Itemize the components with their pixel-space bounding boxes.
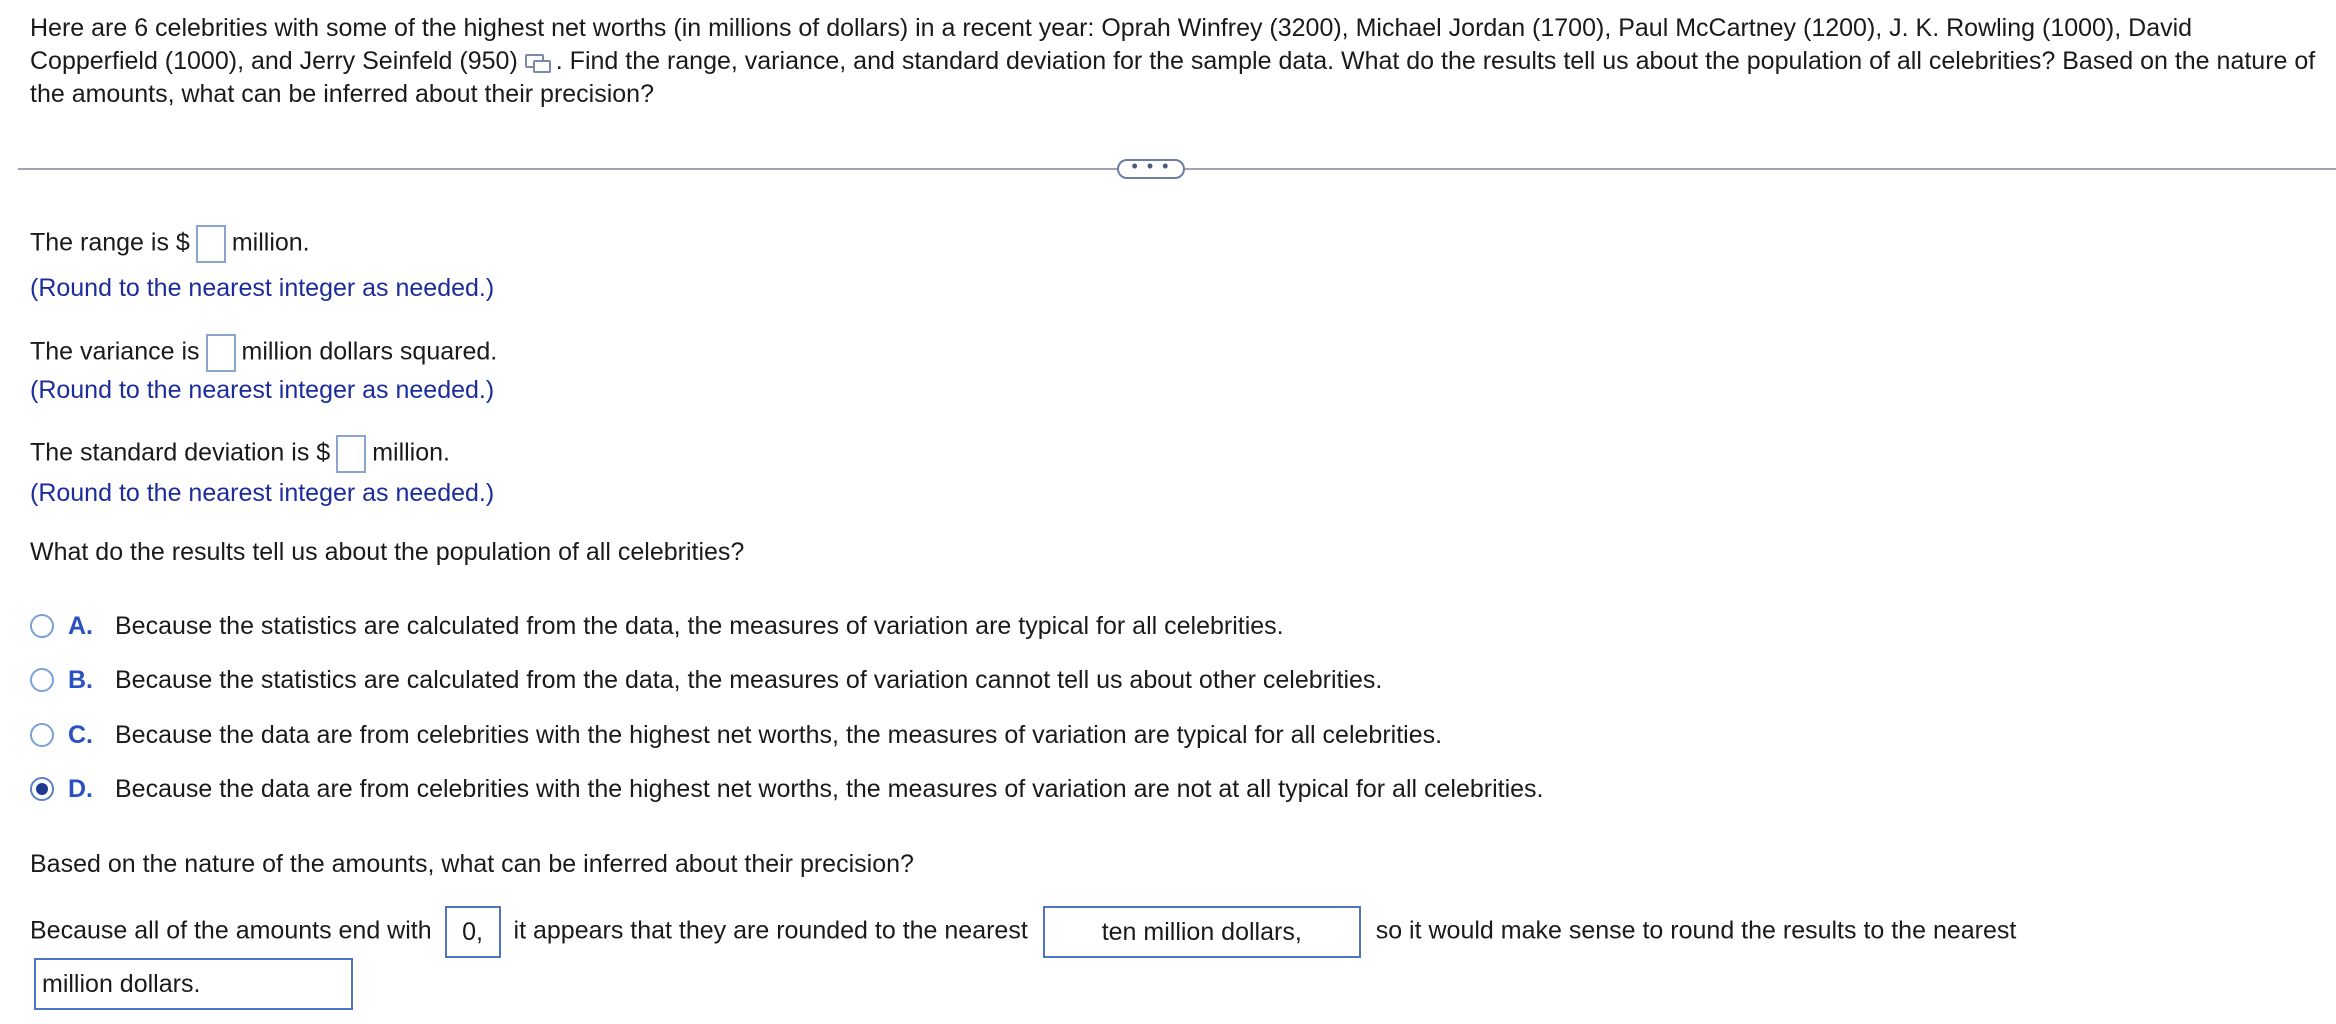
variance-input[interactable]	[206, 334, 236, 372]
stdev-line: The standard deviation is $ million.	[30, 435, 450, 473]
range-hint: (Round to the nearest integer as needed.)	[30, 274, 495, 302]
digit-dropdown[interactable]: 0,	[445, 906, 501, 958]
range-line: The range is $ million.	[30, 225, 310, 263]
precision-sentence: Because all of the amounts end with 0, it appears that they are rounded to the nearest ten million dollars, so it would make sense to round the results to the nearest	[30, 906, 2016, 958]
radio-b[interactable]	[30, 668, 54, 692]
option-a[interactable]: A. Because the statistics are calculated from the data, the measures of variation are typical for all celebrities.	[30, 608, 1284, 644]
rounding-dropdown[interactable]: ten million dollars,	[1043, 906, 1361, 958]
option-d[interactable]: D. Because the data are from celebrities with the highest net worths, the measures of variation are not at all typical for all celebrities.	[30, 771, 1544, 807]
stdev-hint: (Round to the nearest integer as needed.)	[30, 479, 495, 507]
result-rounding-dropdown[interactable]: million dollars.	[34, 958, 353, 1010]
stdev-input[interactable]	[336, 435, 366, 473]
variance-line: The variance is million dollars squared.	[30, 334, 497, 372]
range-input[interactable]	[196, 225, 226, 263]
copy-data-icon[interactable]	[524, 51, 550, 71]
radio-c[interactable]	[30, 723, 54, 747]
population-question: What do the results tell us about the population of all celebrities?	[30, 538, 745, 566]
option-c[interactable]: C. Because the data are from celebrities with the highest net worths, the measures of variation are typical for all celebrities.	[30, 717, 1442, 753]
radio-d[interactable]	[30, 777, 54, 801]
precision-question: Based on the nature of the amounts, what can be inferred about their precision?	[30, 850, 914, 878]
option-b[interactable]: B. Because the statistics are calculated from the data, the measures of variation cannot tell us about other celebrities.	[30, 662, 1382, 698]
variance-hint: (Round to the nearest integer as needed.)	[30, 376, 495, 404]
radio-a[interactable]	[30, 614, 54, 638]
more-options-button[interactable]: • • •	[1117, 159, 1185, 179]
question-text: Here are 6 celebrities with some of the highest net worths (in millions of dollars) in a recent year: Oprah Winfrey (3200), Michael Jordan (1700), Paul McCartney (1200), J. K. Rowling (1000), David Copperfield (1000), and Jerry Seinfeld (950) . Find the range, variance, and standard deviation for the sample data. What do the results tell us about the population of all celebrities? Based on the nature of the amounts, what can be inferred about their precision?	[30, 14, 2316, 108]
